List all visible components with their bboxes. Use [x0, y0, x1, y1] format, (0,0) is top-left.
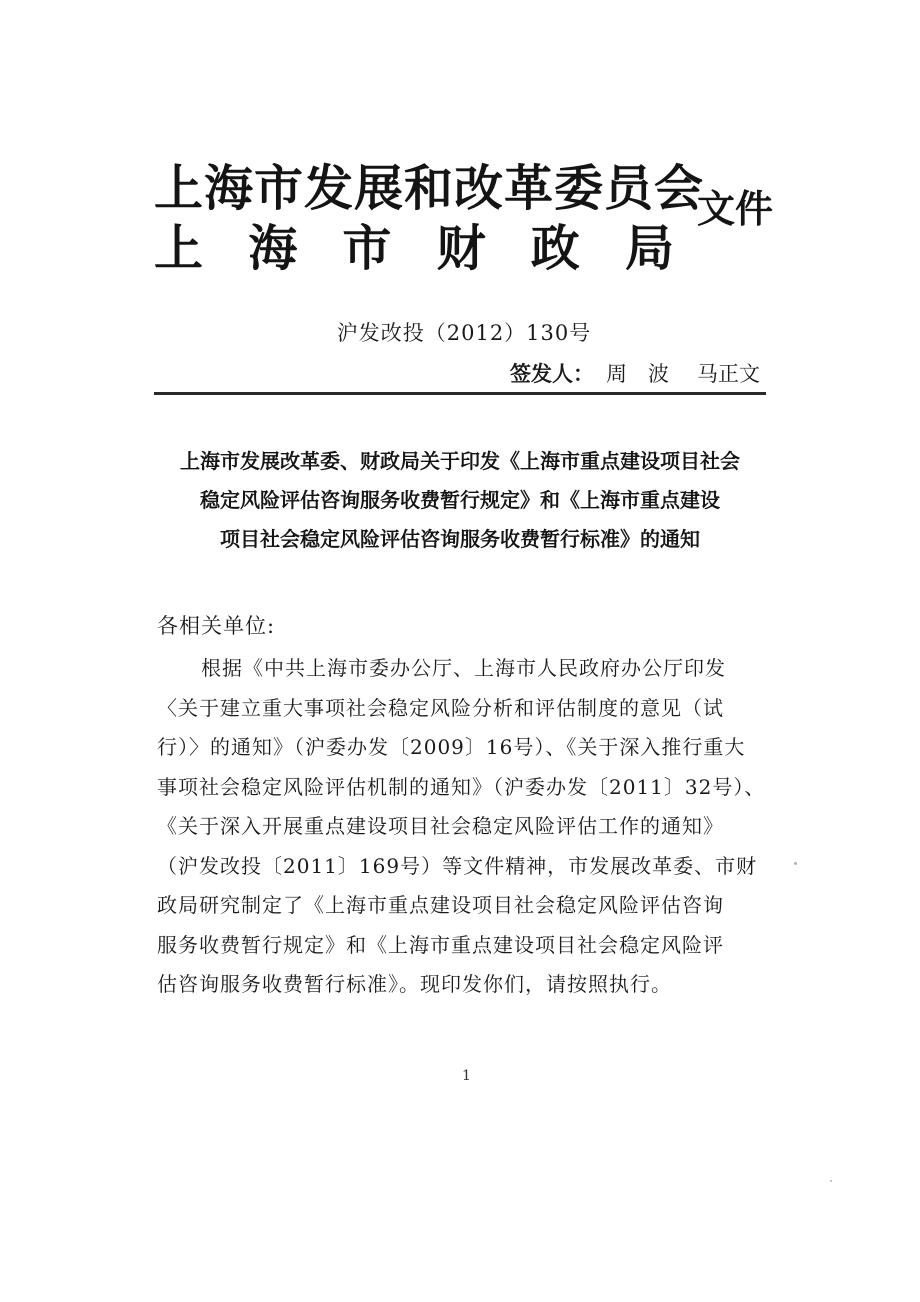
body-line: 根据《中共上海市委办公厅、上海市人民政府办公厅印发 — [201, 656, 726, 680]
document-word: 文件 — [697, 187, 774, 231]
body-line: 《关于深入开展重点建设项目社会稳定风险评估工作的通知》 — [157, 814, 724, 838]
body-line: （沪发改投〔2011〕169号）等文件精神，市发展改革委、市财 — [157, 853, 758, 878]
body-line: 事项社会稳定风险评估机制的通知》（沪委办发〔2011〕32号）、 — [157, 774, 766, 799]
body-paragraph — [157, 649, 777, 1005]
body-line: 政局研究制定了《上海市重点建设项目社会稳定风险评估咨询 — [157, 893, 724, 917]
issuer-line-2-char: 政 — [530, 220, 580, 277]
body-line: 〈关于建立重大事项社会稳定风险分析和评估制度的意见（试 — [157, 695, 724, 720]
issuer-line-2-char: 财 — [436, 220, 486, 277]
signer-line — [510, 358, 760, 388]
scan-speck — [830, 1180, 832, 1182]
issuer-line-2 — [154, 210, 674, 280]
header-divider — [154, 392, 766, 395]
signer-label: 签发人： — [510, 362, 594, 386]
notice-title-line: 稳定风险评估咨询服务收费暂行规定》和《上海市重点建设 — [200, 488, 720, 512]
scan-speck — [794, 862, 797, 865]
signer-name: 周 波 — [606, 362, 669, 386]
issuer-line-2-char: 局 — [624, 220, 674, 277]
issuer-line-2-char: 市 — [342, 220, 392, 277]
issuer-line-2-char: 上 — [154, 220, 204, 277]
body-line: 服务收费暂行规定》和《上海市重点建设项目社会稳定风险评 — [157, 932, 724, 957]
salutation: 各相关单位: — [157, 614, 276, 638]
body-line: 估咨询服务收费暂行标准》。现印发你们，请按照执行。 — [157, 972, 672, 996]
page-number: 1 — [462, 1068, 471, 1084]
issuer-line-1: 上海市发展和改革委员会 — [154, 160, 705, 217]
document-number: 沪发改投（2012）130号 — [336, 321, 592, 345]
notice-title-line: 项目社会稳定风险评估咨询服务收费暂行标准》的通知 — [220, 527, 700, 551]
notice-title-line: 上海市发展改革委、财政局关于印发《上海市重点建设项目社会 — [180, 449, 740, 473]
notice-title — [0, 442, 920, 559]
issuer-line-2-char: 海 — [248, 220, 298, 277]
body-line: 行）〉的通知》（沪委办发〔2009〕16号）、《关于深入推行重大 — [157, 735, 746, 759]
signer-name: 马正文 — [697, 362, 760, 386]
